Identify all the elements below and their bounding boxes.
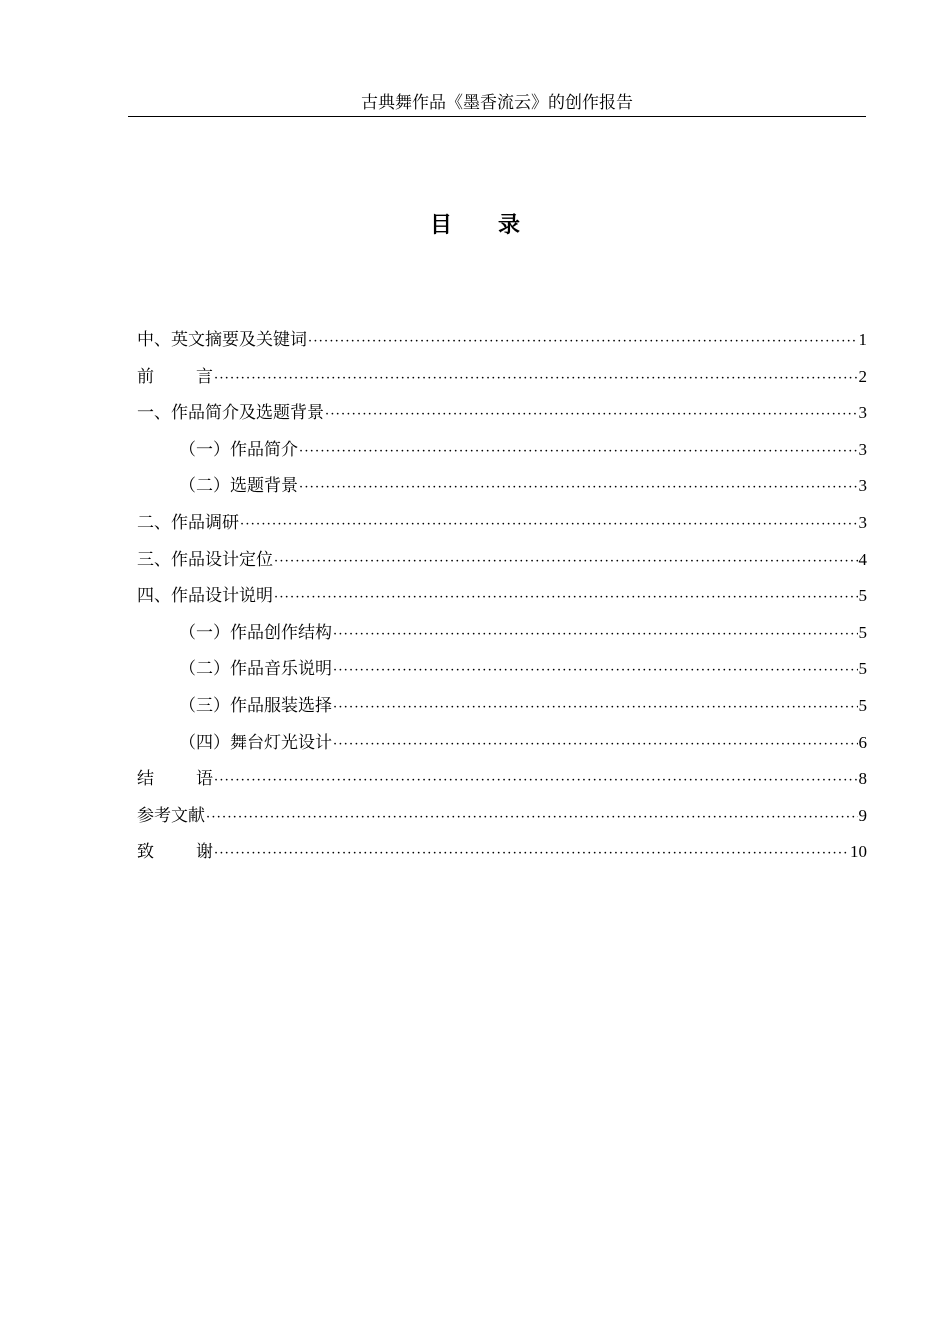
toc-entry-section-3[interactable] bbox=[137, 542, 867, 579]
toc-dot-leader bbox=[333, 727, 858, 764]
toc-entry-label: 参考文献 bbox=[137, 805, 205, 826]
running-header bbox=[128, 92, 866, 117]
toc-entry-acknowledgements[interactable] bbox=[137, 834, 867, 871]
toc-entry-page: 8 bbox=[858, 769, 867, 789]
toc-dot-leader bbox=[214, 763, 858, 800]
toc-entry-label-char: 结 bbox=[137, 769, 154, 790]
toc-entry-conclusion[interactable] bbox=[137, 761, 867, 798]
toc-entry-page: 3 bbox=[858, 439, 867, 459]
toc-entry-page: 2 bbox=[858, 366, 867, 386]
toc-dot-leader bbox=[299, 470, 858, 507]
toc-dot-leader bbox=[206, 800, 858, 837]
toc-dot-leader bbox=[274, 580, 858, 617]
toc-entry-page: 6 bbox=[858, 732, 867, 752]
toc-entry-label-char: 言 bbox=[196, 366, 213, 387]
toc-entry-label-char: 前 bbox=[137, 366, 154, 387]
toc-entry-section-4-4[interactable] bbox=[137, 725, 867, 762]
toc-entry-label: 中、英文摘要及关键词 bbox=[137, 330, 307, 350]
toc-list bbox=[137, 322, 867, 871]
toc-entry-page: 5 bbox=[858, 622, 867, 642]
toc-entry-label: 四、作品设计说明 bbox=[137, 586, 273, 607]
toc-entry-page: 5 bbox=[858, 695, 867, 715]
toc-title-char-2: 录 bbox=[498, 212, 521, 238]
toc-dot-leader bbox=[308, 324, 858, 361]
toc-entry-section-4-3[interactable] bbox=[137, 688, 867, 725]
toc-entry-label: （四）舞台灯光设计 bbox=[179, 732, 332, 753]
toc-dot-leader bbox=[240, 507, 858, 544]
toc-entry-label: 二、作品调研 bbox=[137, 512, 239, 533]
toc-entry-label bbox=[137, 761, 213, 798]
toc-entry-section-2[interactable] bbox=[137, 505, 867, 542]
toc-entry-section-4-2[interactable] bbox=[137, 651, 867, 688]
toc-entry-label-char: 语 bbox=[196, 769, 213, 790]
toc-dot-leader bbox=[325, 397, 858, 434]
toc-entry-section-4-1[interactable] bbox=[137, 615, 867, 652]
running-header-title: 古典舞作品《墨香流云》的创作报告 bbox=[361, 93, 633, 113]
toc-entry-label: （二）选题背景 bbox=[179, 476, 298, 497]
toc-entry-page: 10 bbox=[850, 842, 867, 862]
toc-entry-label: 一、作品简介及选题背景 bbox=[137, 403, 324, 424]
toc-dot-leader bbox=[214, 361, 858, 398]
toc-entry-label: （三）作品服装选择 bbox=[179, 695, 332, 716]
toc-title bbox=[0, 210, 950, 240]
toc-dot-leader bbox=[274, 544, 858, 581]
toc-dot-leader bbox=[333, 690, 858, 727]
toc-dot-leader bbox=[299, 434, 858, 471]
toc-entry-section-1[interactable] bbox=[137, 395, 867, 432]
toc-entry-label bbox=[137, 834, 213, 871]
toc-entry-label: （一）作品创作结构 bbox=[179, 622, 332, 643]
toc-entry-page: 9 bbox=[858, 805, 867, 825]
toc-entry-label-char: 谢 bbox=[196, 842, 213, 863]
toc-dot-leader bbox=[333, 617, 858, 654]
toc-entry-page: 3 bbox=[858, 512, 867, 532]
toc-entry-page: 3 bbox=[858, 476, 867, 496]
toc-entry-page: 3 bbox=[858, 403, 867, 423]
toc-dot-leader bbox=[333, 653, 858, 690]
toc-entry-label: （二）作品音乐说明 bbox=[179, 659, 332, 680]
toc-entry-section-4[interactable] bbox=[137, 578, 867, 615]
toc-entry-label-char: 致 bbox=[137, 842, 154, 863]
toc-entry-abstract[interactable] bbox=[137, 322, 867, 359]
toc-entry-section-1-1[interactable] bbox=[137, 432, 867, 469]
toc-entry-section-1-2[interactable] bbox=[137, 468, 867, 505]
toc-entry-page: 4 bbox=[858, 549, 867, 569]
toc-title-char-1: 目 bbox=[429, 212, 452, 238]
toc-entry-label: （一）作品简介 bbox=[179, 439, 298, 460]
toc-entry-page: 5 bbox=[858, 586, 867, 606]
toc-entry-page: 1 bbox=[858, 330, 867, 349]
toc-entry-label bbox=[137, 359, 213, 396]
toc-entry-references[interactable] bbox=[137, 798, 867, 835]
toc-entry-page: 5 bbox=[858, 659, 867, 679]
toc-entry-label: 三、作品设计定位 bbox=[137, 549, 273, 570]
toc-dot-leader bbox=[214, 836, 849, 873]
toc-entry-preface[interactable] bbox=[137, 359, 867, 396]
